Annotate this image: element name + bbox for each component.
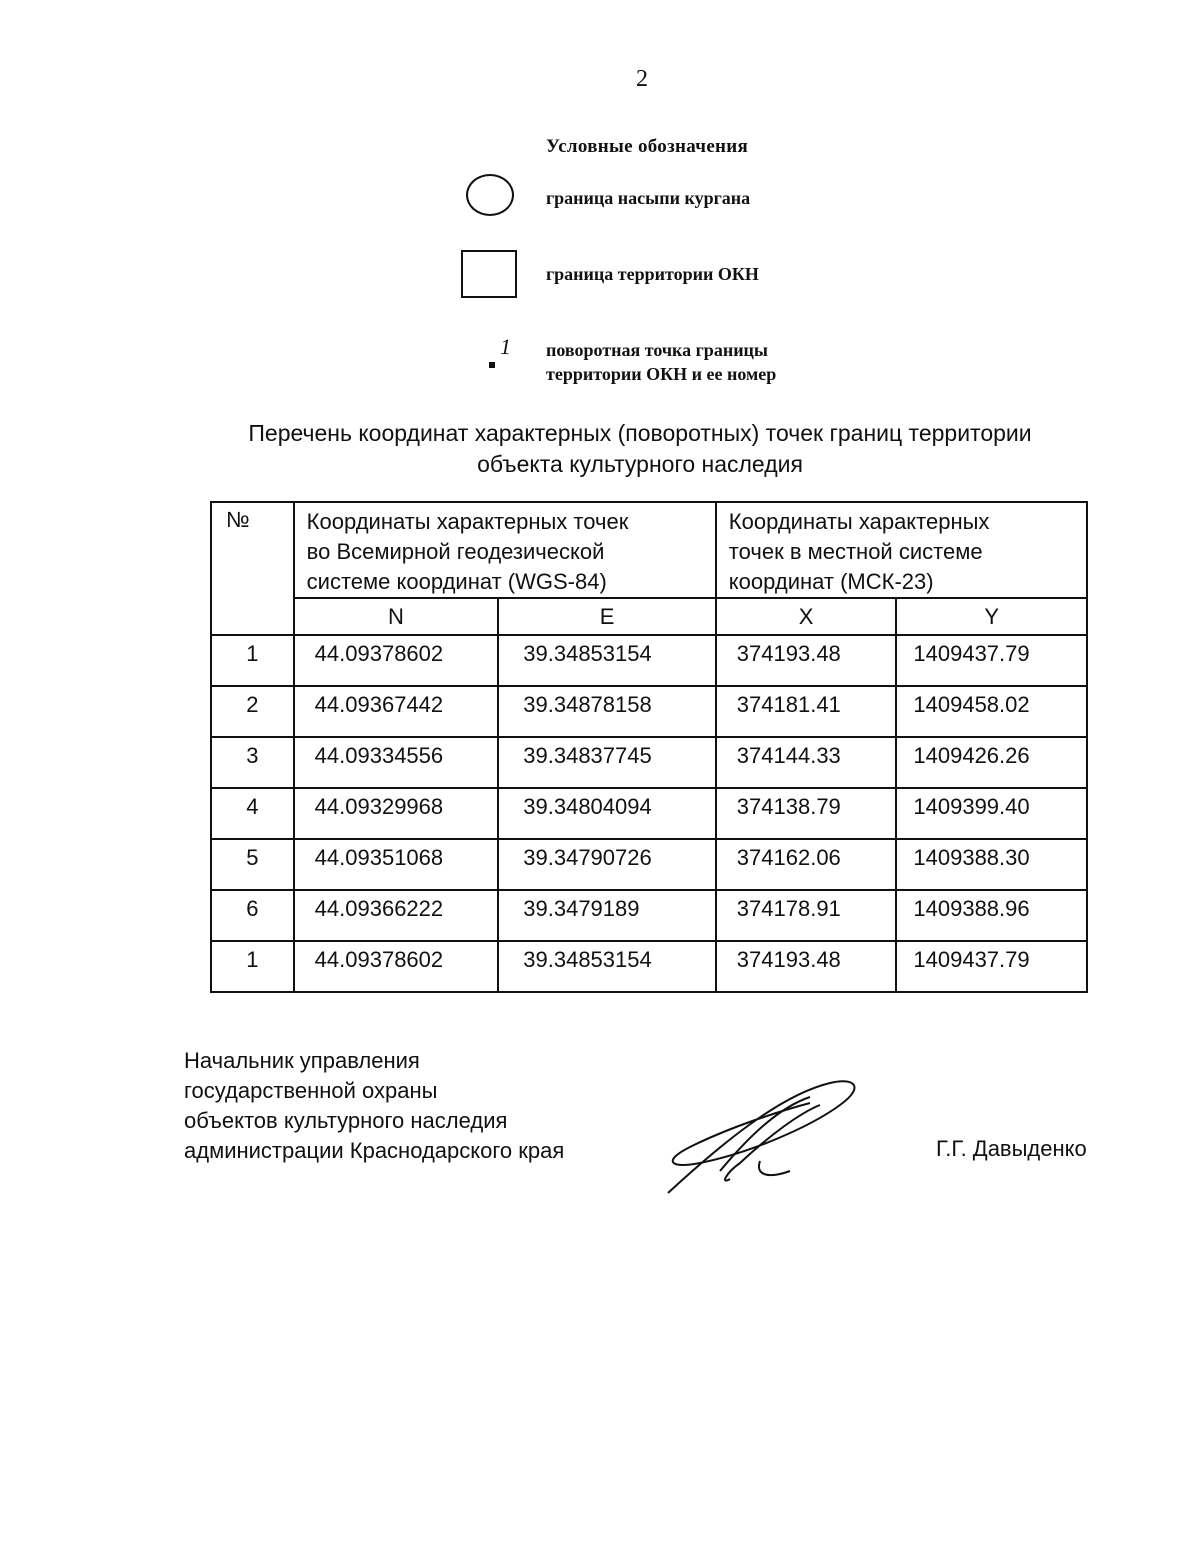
wgs-header-line3: системе координат (WGS-84) <box>306 569 607 594</box>
cell-y: 1409426.26 <box>896 737 1087 788</box>
signatory-position-line3: объектов культурного наследия <box>184 1108 508 1133</box>
msk-header-line1: Координаты характерных <box>728 509 990 534</box>
signatory-position-line1: Начальник управления <box>184 1048 420 1073</box>
legend-point-dot <box>489 362 495 368</box>
coordinates-table <box>210 501 1088 993</box>
table-row <box>211 737 1087 788</box>
table-row <box>211 686 1087 737</box>
legend-label-mound: граница насыпи кургана <box>546 188 751 208</box>
cell-y: 1409388.30 <box>896 839 1087 890</box>
cell-e: 39.34853154 <box>498 941 716 992</box>
table-row <box>211 788 1087 839</box>
cell-n: 44.09366222 <box>294 890 499 941</box>
sub-header-n: N <box>294 598 499 635</box>
msk-header <box>716 502 1087 598</box>
cell-num: 1 <box>211 635 294 686</box>
legend-point-number: 1 <box>500 334 511 359</box>
cell-e: 39.34804094 <box>498 788 716 839</box>
handwritten-signature <box>660 1075 870 1200</box>
cell-num: 3 <box>211 737 294 788</box>
cell-y: 1409437.79 <box>896 941 1087 992</box>
cell-n: 44.09329968 <box>294 788 499 839</box>
legend-title: Условные обозначения <box>546 136 749 157</box>
signatory-position <box>184 1046 564 1166</box>
table-row <box>211 839 1087 890</box>
msk-header-line2: точек в местной системе <box>728 539 983 564</box>
cell-x: 374162.06 <box>716 839 897 890</box>
cell-e: 39.34790726 <box>498 839 716 890</box>
cell-x: 374178.91 <box>716 890 897 941</box>
signer-name: Г.Г. Давыденко <box>936 1136 1087 1161</box>
cell-e: 39.3479189 <box>498 890 716 941</box>
cell-e: 39.34878158 <box>498 686 716 737</box>
cell-n: 44.09378602 <box>294 635 499 686</box>
document-title <box>200 418 1080 480</box>
wgs-header-line1: Координаты характерных точек <box>306 509 629 534</box>
cell-x: 374193.48 <box>716 941 897 992</box>
cell-n: 44.09367442 <box>294 686 499 737</box>
legend-label-turning-point-line1: поворотная точка границы <box>546 340 768 360</box>
cell-x: 374138.79 <box>716 788 897 839</box>
cell-y: 1409388.96 <box>896 890 1087 941</box>
cell-e: 39.34837745 <box>498 737 716 788</box>
wgs-header <box>294 502 716 598</box>
cell-y: 1409458.02 <box>896 686 1087 737</box>
num-header: № <box>211 502 294 635</box>
signatory-position-line4: администрации Краснодарского края <box>184 1138 565 1163</box>
sub-header-y: Y <box>896 598 1087 635</box>
cell-y: 1409399.40 <box>896 788 1087 839</box>
legend-label-turning-point <box>546 338 776 386</box>
table-row <box>211 890 1087 941</box>
sub-header-x: X <box>716 598 897 635</box>
cell-num: 4 <box>211 788 294 839</box>
table-row <box>211 635 1087 686</box>
legend-label-territory: граница территории ОКН <box>546 264 759 284</box>
cell-num: 6 <box>211 890 294 941</box>
legend-point-icon <box>488 334 516 372</box>
sub-header-e: E <box>498 598 716 635</box>
cell-x: 374181.41 <box>716 686 897 737</box>
legend-circle-icon <box>466 174 514 216</box>
signatory-position-line2: государственной охраны <box>184 1078 438 1103</box>
cell-num: 1 <box>211 941 294 992</box>
cell-x: 374193.48 <box>716 635 897 686</box>
cell-n: 44.09378602 <box>294 941 499 992</box>
cell-e: 39.34853154 <box>498 635 716 686</box>
document-title-line1: Перечень координат характерных (поворотных) точек границ территории <box>248 420 1032 446</box>
msk-header-line3: координат (МСК-23) <box>728 569 934 594</box>
document-title-line2: объекта культурного наследия <box>477 451 803 477</box>
wgs-header-line2: во Всемирной геодезической <box>306 539 605 564</box>
cell-y: 1409437.79 <box>896 635 1087 686</box>
page-number: 2 <box>636 66 648 92</box>
legend-label-turning-point-line2: территории ОКН и ее номер <box>546 364 777 384</box>
cell-n: 44.09334556 <box>294 737 499 788</box>
cell-n: 44.09351068 <box>294 839 499 890</box>
table-row <box>211 941 1087 992</box>
cell-num: 2 <box>211 686 294 737</box>
cell-num: 5 <box>211 839 294 890</box>
legend-square-icon <box>461 250 517 298</box>
cell-x: 374144.33 <box>716 737 897 788</box>
